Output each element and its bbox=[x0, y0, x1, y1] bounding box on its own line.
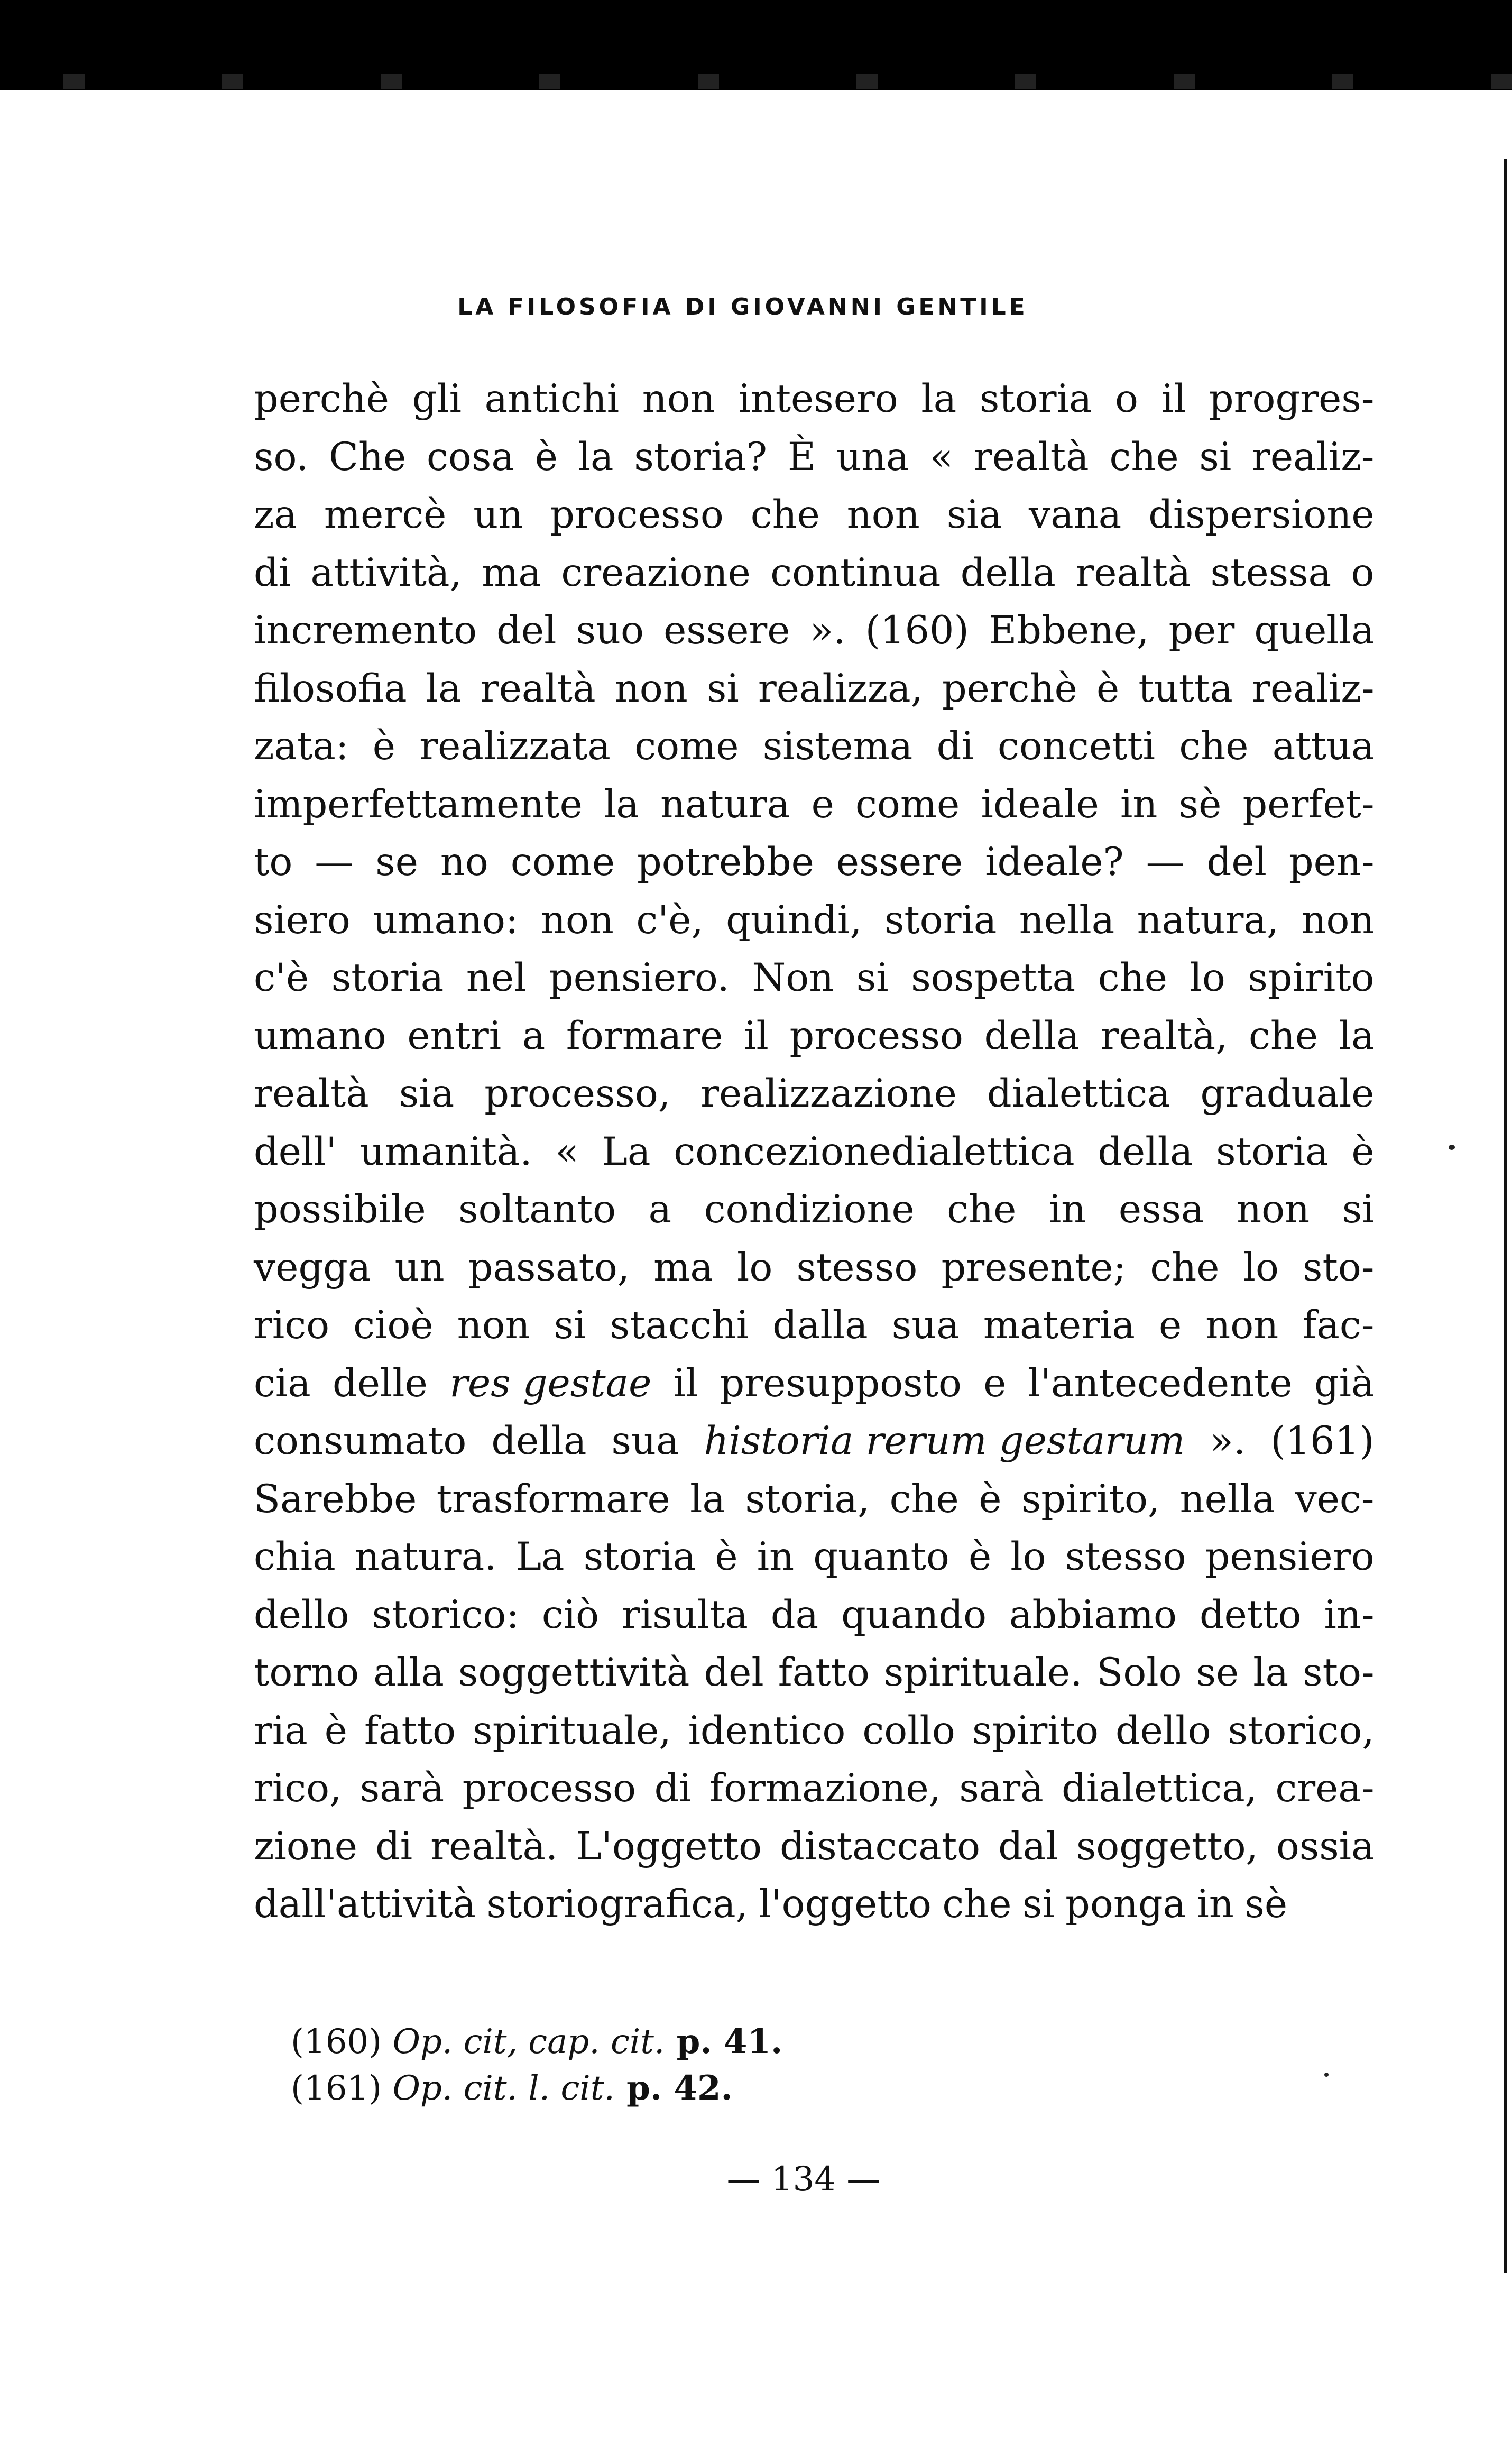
text-line: c'è storia nel pensiero. Non si sospetta che lo spirito bbox=[254, 955, 1375, 1000]
scan-top-border-edge bbox=[0, 74, 1512, 90]
text-line: Sarebbe trasformare la storia, che è spirito, nella vec- bbox=[254, 1476, 1375, 1522]
body-text bbox=[254, 370, 1385, 1934]
scan-speck bbox=[1324, 2073, 1329, 2077]
text-line: chia natura. La storia è in quanto è lo stesso pensiero bbox=[254, 1534, 1375, 1579]
text-line: perchè gli antichi non intesero la storia o il progres- bbox=[254, 376, 1375, 421]
running-head: LA FILOSOFIA DI GIOVANNI GENTILE bbox=[457, 293, 1028, 320]
text-line: imperfettamente la natura e come ideale in sè perfet- bbox=[254, 781, 1375, 827]
text-line: ria è fatto spirituale, identico collo spirito dello storico, bbox=[254, 1708, 1375, 1753]
text-line: rico cioè non si stacchi dalla sua materia e non fac- bbox=[254, 1303, 1375, 1348]
text-line: dall'attività storiografica, l'oggetto che si ponga in sè bbox=[254, 1882, 1288, 1927]
text-line: di attività, ma creazione continua della realtà stessa o bbox=[254, 550, 1375, 595]
text-line: realtà sia processo, realizzazione dialettica graduale bbox=[254, 1071, 1375, 1116]
text-line: za mercè un processo che non sia vana dispersione bbox=[254, 492, 1375, 537]
text-line: filosofia la realtà non si realizza, perchè è tutta realiz- bbox=[254, 666, 1375, 711]
text-line: vegga un passato, ma lo stesso presente; che lo sto- bbox=[254, 1245, 1375, 1290]
text-line: consumato della sua historia rerum gestarum ». (161) bbox=[254, 1419, 1375, 1463]
text-line: dello storico: ciò risulta da quando abbiamo detto in- bbox=[254, 1592, 1375, 1637]
footnote-160: (160) Op. cit, cap. cit. p. 41. bbox=[291, 2022, 783, 2061]
text-line: so. Che cosa è la storia? È una « realtà che si realiz- bbox=[254, 434, 1375, 480]
scan-speck bbox=[1449, 1145, 1455, 1150]
text-line: incremento del suo essere ». (160) Ebbene, per quella bbox=[254, 608, 1375, 653]
text-line: possibile soltanto a condizione che in essa non si bbox=[254, 1187, 1375, 1232]
text-line: umano entri a formare il processo della realtà, che la bbox=[254, 1013, 1375, 1058]
text-line: siero umano: non c'è, quindi, storia nella natura, non bbox=[254, 897, 1375, 943]
text-line: zione di realtà. L'oggetto distaccato dal soggetto, ossia bbox=[254, 1824, 1375, 1869]
page-number: — 134 — bbox=[726, 2160, 881, 2199]
text-line: cia delle res gestae il presupposto e l'antecedente già bbox=[254, 1360, 1375, 1406]
footnote-161: (161) Op. cit. l. cit. p. 42. bbox=[291, 2068, 733, 2108]
text-line: dell' umanità. « La concezionedialettica della storia è bbox=[254, 1129, 1375, 1174]
text-line: to — se no come potrebbe essere ideale? — del pen- bbox=[254, 840, 1375, 885]
footnotes bbox=[291, 2019, 1031, 2112]
scan-right-edge bbox=[1504, 159, 1507, 2273]
text-line: rico, sarà processo di formazione, sarà dialettica, crea- bbox=[254, 1766, 1375, 1811]
text-line: torno alla soggettività del fatto spirituale. Solo se la sto- bbox=[254, 1650, 1375, 1695]
scan-top-border bbox=[0, 0, 1512, 79]
text-line: zata: è realizzata come sistema di concetti che attua bbox=[254, 724, 1375, 769]
